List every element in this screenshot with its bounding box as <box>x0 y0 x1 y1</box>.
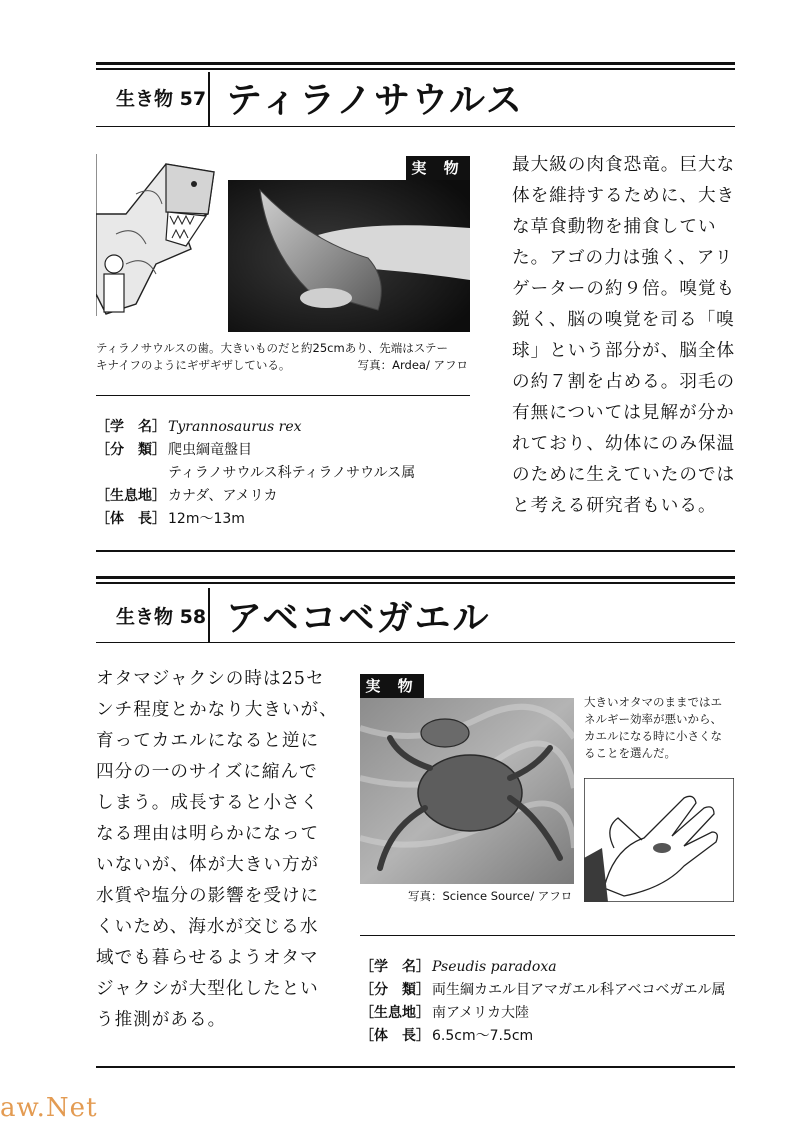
caption-line: ティラノサウルスの歯。大きいものだと約25cmあり、先端はステー <box>96 341 448 355</box>
caption-line: 大きいオタマのままではエ <box>584 695 722 709</box>
caption-line: ることを選んだ。 <box>584 746 676 760</box>
side-caption-58 <box>584 694 744 762</box>
top-double-rule-2 <box>96 68 735 70</box>
photo-credit-58: 写真：Science Source/ アフロ <box>408 889 573 903</box>
real-photo-badge-58: 実 物 <box>360 674 424 698</box>
header-divider-58 <box>208 588 210 642</box>
top-double-rule-4 <box>96 582 735 584</box>
body-text-58: オタマジャクシの時は25セ ンチ程度とかなり大きいが、 育ってカエルになると逆に 四分の一のサイズに縮んで しまう。成長すると小さく なる理由は明らかになって いないが、体が大きい方が 水質や塩分の影響を受けに くいため、海水が交じる水 域でも暮らせるようオタマ ジャクシが大型化したとい う推測がある。 <box>96 669 338 1030</box>
spec-row: ［学 名］ Pseudis paradoxa <box>360 959 557 975</box>
spec-row: ［生息地］ 南アメリカ大陸 <box>360 1005 530 1021</box>
header-rule-58 <box>96 642 735 643</box>
spec-row: ティラノサウルス科ティラノサウルス属 <box>168 465 416 481</box>
tooth-photo <box>228 180 470 332</box>
section-rule-57 <box>96 550 735 552</box>
spec-row: ［生息地］ カナダ、アメリカ <box>96 488 278 504</box>
spec-rule-57 <box>96 395 470 396</box>
frog-photo <box>360 698 574 884</box>
spec-row: ［分 類］ 両生綱カエル目アマガエル科アベコベガエル属 <box>360 982 726 998</box>
section-rule-58 <box>96 1066 735 1068</box>
spec-row: ［学 名］ Tyrannosaurus rex <box>96 419 302 435</box>
spec-row: ［体 長］ 12m～13m <box>96 511 245 527</box>
body-text-57: 最大級の肉食恐竜。巨大な 体を維持するために、大き な草食動物を捕食してい た。アゴの力は強く、アリ ゲーターの約９倍。嗅覚も 鋭く、脳の嗅覚を司る「嗅 球」という部分が、脳全体 の約７割を占める。羽毛の 有無については見解が分か れており、幼体にのみ保温 のために生えていたのでは と考える研究者もいる。 <box>512 155 736 516</box>
entry-title-58: アベコベガエル <box>226 598 491 639</box>
real-photo-badge-57: 実 物 <box>406 156 470 180</box>
trex-illustration <box>96 154 226 316</box>
caption-line: ネルギー効率が悪いから、 <box>584 712 722 726</box>
spec-block-58 <box>360 956 725 1048</box>
top-double-rule-1 <box>96 62 735 65</box>
spec-block-57 <box>96 416 415 531</box>
hand-illustration <box>584 778 734 902</box>
header-rule-57 <box>96 126 735 127</box>
entry-title-57: ティラノサウルス <box>226 80 524 121</box>
spec-row: ［体 長］ 6.5cm～7.5cm <box>360 1028 534 1044</box>
spec-row: ［分 類］ 爬虫綱竜盤目 <box>96 442 252 458</box>
caption-line: カエルになる時に小さくな <box>584 729 722 743</box>
entry-label-57: 生き物 57 <box>116 88 207 110</box>
header-divider-57 <box>208 72 210 126</box>
spec-rule-58 <box>360 935 735 936</box>
caption-line: キナイフのようにギザギザしている。 <box>96 358 291 372</box>
watermark: aw.Net <box>0 1093 98 1123</box>
photo-credit-57: 写真：Ardea/ アフロ <box>357 358 468 372</box>
top-double-rule-3 <box>96 576 735 579</box>
entry-label-58: 生き物 58 <box>116 606 207 628</box>
photo-caption-57 <box>96 340 476 374</box>
